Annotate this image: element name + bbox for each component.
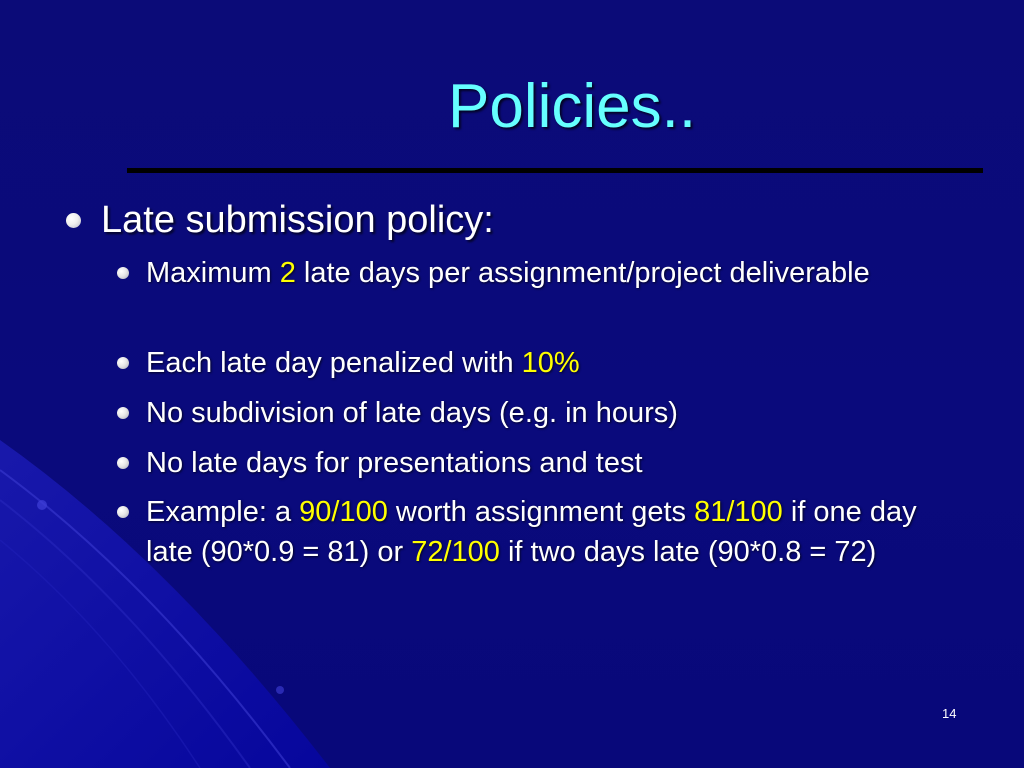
bullet-dot-icon [117, 267, 129, 279]
sub-bullet-text: No subdivision of late days (e.g. in hours) [146, 397, 678, 429]
sub-bullet-text: if one day late (90*0.9 = 81) or [146, 496, 917, 568]
sub-bullet-example [146, 492, 946, 572]
sub-bullet-text: if two days late (90*0.8 = 72) [499, 536, 877, 568]
sub-bullet-text: Maximum [146, 257, 280, 289]
sub-bullet-penalty [146, 343, 946, 383]
slide-title: Policies.. [448, 72, 697, 141]
title-divider [127, 168, 983, 173]
sub-bullet-no-subdivision [146, 393, 946, 433]
sub-bullet-text: No late days for presentations and test [146, 447, 643, 479]
bullet-dot-icon [66, 213, 81, 228]
sub-bullet-text: Each late day penalized with [146, 347, 522, 379]
highlight-value: 10% [521, 347, 580, 379]
bullet-dot-icon [117, 506, 129, 518]
main-bullet-text: Late submission policy: [101, 199, 494, 241]
page-number: 14 [942, 706, 957, 721]
sub-bullet-text: Example: a [146, 496, 300, 528]
sub-bullet-max-late-days [146, 253, 946, 293]
sub-bullet-presentations [146, 443, 946, 483]
bullet-dot-icon [117, 357, 129, 369]
bullet-dot-icon [117, 457, 129, 469]
highlight-value: 90/100 [299, 496, 388, 528]
highlight-value: 72/100 [411, 536, 500, 568]
highlight-value: 81/100 [694, 496, 783, 528]
sub-bullet-text: late days per assignment/project deliverable [295, 257, 870, 289]
highlight-value: 2 [279, 257, 296, 289]
sub-bullet-text: worth assignment gets [387, 496, 695, 528]
bullet-dot-icon [117, 407, 129, 419]
